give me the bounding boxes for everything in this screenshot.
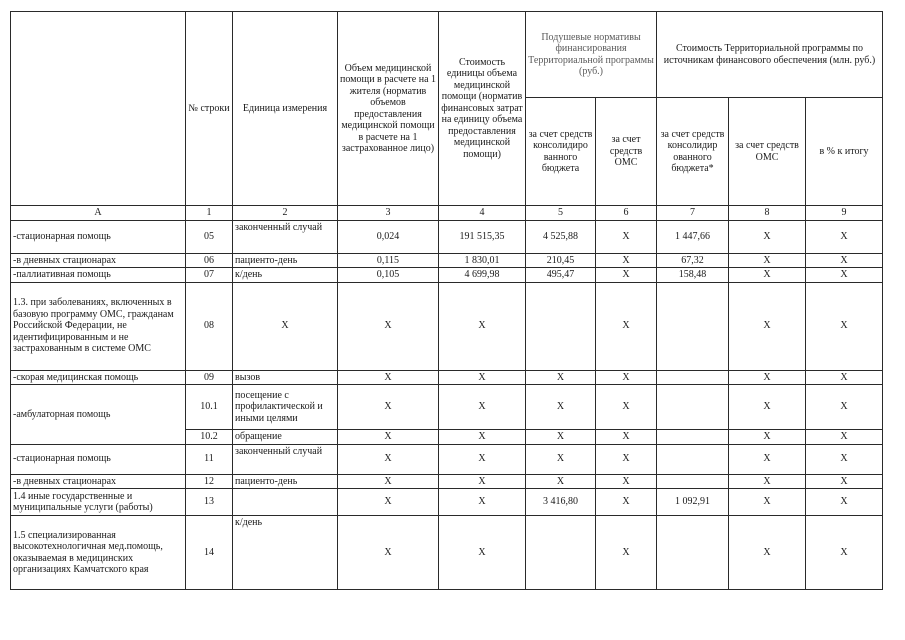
- column-number-row: [11, 206, 883, 221]
- cell-pct-total: Х: [806, 444, 883, 474]
- colnum-cell: 7: [657, 206, 729, 221]
- cell-volume: Х: [338, 370, 439, 385]
- row-unit: к/день: [233, 516, 338, 590]
- cell-volume: Х: [338, 444, 439, 474]
- cell-volume: 0,115: [338, 253, 439, 268]
- row-name: -стационарная помощь: [11, 444, 186, 474]
- row-unit: пациенто-день: [233, 474, 338, 489]
- cell-volume: 0,024: [338, 220, 439, 253]
- cell-consol-budget: 3 416,80: [526, 489, 596, 516]
- cell-cost: Х: [439, 385, 526, 430]
- table-row: [11, 282, 883, 370]
- cell-consol-budget: Х: [526, 370, 596, 385]
- colnum-cell: 8: [729, 206, 806, 221]
- header-per-capita: Подушевые нормативы финансирования Территориальной программы (руб.): [526, 12, 657, 98]
- cell-volume: Х: [338, 385, 439, 430]
- row-number: 10.2: [186, 430, 233, 445]
- cell-volume: Х: [338, 489, 439, 516]
- row-number: 11: [186, 444, 233, 474]
- row-name: -стационарная помощь: [11, 220, 186, 253]
- cell-pct-total: Х: [806, 220, 883, 253]
- row-name: -скорая медицинская помощь: [11, 370, 186, 385]
- colnum-cell: 9: [806, 206, 883, 221]
- row-number: 08: [186, 282, 233, 370]
- cell-cost: Х: [439, 516, 526, 590]
- cell-oms: Х: [596, 444, 657, 474]
- cell-program-oms: Х: [729, 385, 806, 430]
- row-name: 1.3. при заболеваниях, включенных в базовую программу ОМС, гражданам Российской Федерации, не идентифицированным и не застрахованным в системе ОМС: [11, 282, 186, 370]
- table-row: [11, 516, 883, 590]
- row-unit: [233, 489, 338, 516]
- colnum-cell: 2: [233, 206, 338, 221]
- header-oms-funds: за счет средств ОМС: [729, 98, 806, 206]
- cell-pct-total: Х: [806, 474, 883, 489]
- cell-consol-budget: [526, 516, 596, 590]
- cell-program-oms: Х: [729, 370, 806, 385]
- cell-program-consol: [657, 444, 729, 474]
- row-name: -в дневных стационарах: [11, 474, 186, 489]
- header-consol-budget-star: за счет средств консолидир ованного бюджета*: [657, 98, 729, 206]
- cell-oms: Х: [596, 385, 657, 430]
- header-row-no: № строки: [186, 12, 233, 206]
- cell-program-consol: [657, 474, 729, 489]
- cell-program-consol: [657, 370, 729, 385]
- row-unit: к/день: [233, 268, 338, 283]
- cell-cost: Х: [439, 282, 526, 370]
- colnum-cell: 6: [596, 206, 657, 221]
- cell-pct-total: Х: [806, 430, 883, 445]
- table-row: [11, 220, 883, 253]
- row-number: 05: [186, 220, 233, 253]
- cell-oms: Х: [596, 282, 657, 370]
- row-name: -амбулаторная помощь: [11, 385, 186, 445]
- cell-oms: Х: [596, 489, 657, 516]
- row-number: 07: [186, 268, 233, 283]
- cell-program-consol: 67,32: [657, 253, 729, 268]
- cell-cost: 191 515,35: [439, 220, 526, 253]
- cell-consol-budget: 4 525,88: [526, 220, 596, 253]
- cell-program-oms: Х: [729, 516, 806, 590]
- row-name: -паллиативная помощь: [11, 268, 186, 283]
- row-unit: Х: [233, 282, 338, 370]
- table-row: [11, 474, 883, 489]
- cell-oms: Х: [596, 253, 657, 268]
- cell-program-consol: 1 447,66: [657, 220, 729, 253]
- cell-volume: Х: [338, 430, 439, 445]
- cell-volume: Х: [338, 282, 439, 370]
- cell-program-consol: [657, 430, 729, 445]
- table-row: [11, 370, 883, 385]
- row-unit: посещение с профилактической и иными целями: [233, 385, 338, 430]
- row-unit: законченный случай: [233, 220, 338, 253]
- cell-oms: Х: [596, 268, 657, 283]
- cell-program-consol: [657, 516, 729, 590]
- row-unit: обращение: [233, 430, 338, 445]
- row-name: 1.4 иные государственные и муниципальные услуги (работы): [11, 489, 186, 516]
- row-unit: вызов: [233, 370, 338, 385]
- cell-program-consol: [657, 385, 729, 430]
- row-number: 14: [186, 516, 233, 590]
- header-oms: за счет средств ОМС: [596, 98, 657, 206]
- cell-cost: Х: [439, 474, 526, 489]
- cell-consol-budget: 495,47: [526, 268, 596, 283]
- row-number: 06: [186, 253, 233, 268]
- header-cost: Стоимость единицы объема медицинской помощи (норматив финансовых затрат на единицу объема предоставления медицинской помощи): [439, 12, 526, 206]
- cell-cost: 4 699,98: [439, 268, 526, 283]
- program-cost-table: [10, 11, 883, 590]
- row-unit: законченный случай: [233, 444, 338, 474]
- table-row: [11, 444, 883, 474]
- header-consol-budget: за счет средств консолидиро ванного бюджета: [526, 98, 596, 206]
- cell-pct-total: Х: [806, 370, 883, 385]
- colnum-cell: 1: [186, 206, 233, 221]
- row-unit: пациенто-день: [233, 253, 338, 268]
- row-number: 13: [186, 489, 233, 516]
- cell-program-consol: 1 092,91: [657, 489, 729, 516]
- cell-pct-total: Х: [806, 385, 883, 430]
- header-name-cell: [11, 12, 186, 206]
- colnum-cell: 5: [526, 206, 596, 221]
- cell-program-oms: Х: [729, 430, 806, 445]
- table-row: [11, 385, 883, 430]
- row-number: 09: [186, 370, 233, 385]
- row-name: -в дневных стационарах: [11, 253, 186, 268]
- cell-consol-budget: 210,45: [526, 253, 596, 268]
- cell-oms: Х: [596, 516, 657, 590]
- cell-pct-total: Х: [806, 268, 883, 283]
- header-pct-total: в % к итогу: [806, 98, 883, 206]
- table-row: [11, 489, 883, 516]
- cell-consol-budget: Х: [526, 444, 596, 474]
- header-unit: Единица измерения: [233, 12, 338, 206]
- cell-pct-total: Х: [806, 489, 883, 516]
- header-volume: Объем медицинской помощи в расчете на 1 жителя (норматив объемов предоставления медицинской помощи в расчете на 1 застрахованное лицо): [338, 12, 439, 206]
- cell-program-oms: Х: [729, 220, 806, 253]
- colnum-cell: А: [11, 206, 186, 221]
- cell-volume: Х: [338, 516, 439, 590]
- cell-consol-budget: [526, 282, 596, 370]
- table-row: [11, 268, 883, 283]
- colnum-cell: 4: [439, 206, 526, 221]
- cell-cost: Х: [439, 444, 526, 474]
- cell-oms: Х: [596, 430, 657, 445]
- cell-program-oms: Х: [729, 282, 806, 370]
- cell-consol-budget: Х: [526, 385, 596, 430]
- cell-program-consol: [657, 282, 729, 370]
- cell-consol-budget: Х: [526, 430, 596, 445]
- cell-pct-total: Х: [806, 253, 883, 268]
- row-number: 12: [186, 474, 233, 489]
- cell-cost: Х: [439, 370, 526, 385]
- cell-program-oms: Х: [729, 474, 806, 489]
- cell-oms: Х: [596, 370, 657, 385]
- cell-program-oms: Х: [729, 268, 806, 283]
- cell-program-oms: Х: [729, 253, 806, 268]
- cell-oms: Х: [596, 220, 657, 253]
- cell-cost: 1 830,01: [439, 253, 526, 268]
- cell-volume: 0,105: [338, 268, 439, 283]
- row-name: 1.5 специализированная высокотехнологичная мед.помощь, оказываемая в медицинских организациях Камчатского края: [11, 516, 186, 590]
- cell-cost: Х: [439, 489, 526, 516]
- cell-program-consol: 158,48: [657, 268, 729, 283]
- colnum-cell: 3: [338, 206, 439, 221]
- cell-program-oms: Х: [729, 444, 806, 474]
- cell-pct-total: Х: [806, 282, 883, 370]
- table-row: [11, 253, 883, 268]
- header-program-cost: Стоимость Территориальной программы по источникам финансового обеспечения (млн. руб.): [657, 12, 883, 98]
- cell-cost: Х: [439, 430, 526, 445]
- cell-oms: Х: [596, 474, 657, 489]
- cell-consol-budget: Х: [526, 474, 596, 489]
- cell-program-oms: Х: [729, 489, 806, 516]
- row-number: 10.1: [186, 385, 233, 430]
- cell-pct-total: Х: [806, 516, 883, 590]
- cell-volume: Х: [338, 474, 439, 489]
